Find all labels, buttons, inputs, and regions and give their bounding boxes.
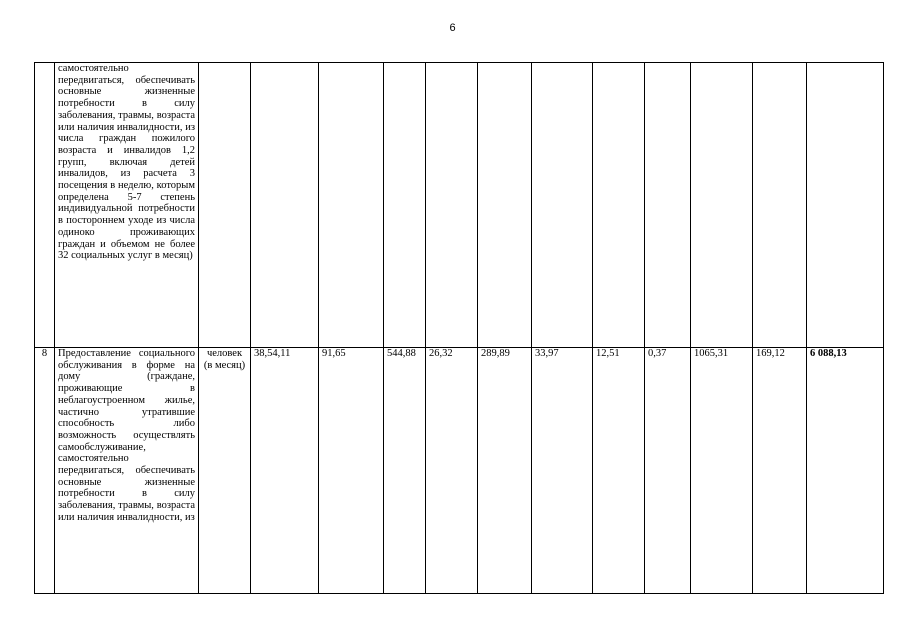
row-number [35,63,55,348]
value-cell: 1065,31 [691,348,753,594]
value-cell: 289,89 [478,348,532,594]
value-cell [532,63,593,348]
row-number: 8 [35,348,55,594]
total-cell: 6 088,13 [807,348,884,594]
value-cell [593,63,645,348]
service-description: самостоятельно передвигаться, обеспечивать основные жизненные потребности в силу заболевания, травмы, возраста или наличия инвалидности, из числа граждан пожилого возраста и инвалидов 1,2 групп, включая детей инвалидов, из расчета 3 посещения в неделю, которым определена 5-7 степень индивидуальной потребности в постороннем уходе из числа одиноко проживающих граждан и объемом не более 32 социальных услуг в месяц) [55,63,199,348]
table-row [35,63,884,348]
value-cell: 12,51 [593,348,645,594]
value-cell [478,63,532,348]
value-cell [319,63,384,348]
total-cell [807,63,884,348]
table-row [35,348,884,594]
value-cell: 26,32 [426,348,478,594]
value-cell: 91,65 [319,348,384,594]
value-cell: 0,37 [645,348,691,594]
value-cell [426,63,478,348]
value-cell: 544,88 [384,348,426,594]
value-cell [384,63,426,348]
service-description: Предоставление социального обслуживания в форме на дому (граждане, проживающие в неблагоустроенном жилье, частично утратившие способность либо возможность осуществлять самообслуживание, самостоятельно передвигаться, обеспечивать основные жизненные потребности в силу заболевания, травмы, возраста или наличия инвалидности, из [55,348,199,594]
cost-table [34,62,884,594]
page-number: 6 [449,22,456,34]
unit-cell: человек (в месяц) [199,348,251,594]
value-cell: 38,54,11 [251,348,319,594]
value-cell [251,63,319,348]
unit-cell [199,63,251,348]
value-cell: 169,12 [753,348,807,594]
value-cell [753,63,807,348]
value-cell [645,63,691,348]
value-cell [691,63,753,348]
value-cell: 33,97 [532,348,593,594]
